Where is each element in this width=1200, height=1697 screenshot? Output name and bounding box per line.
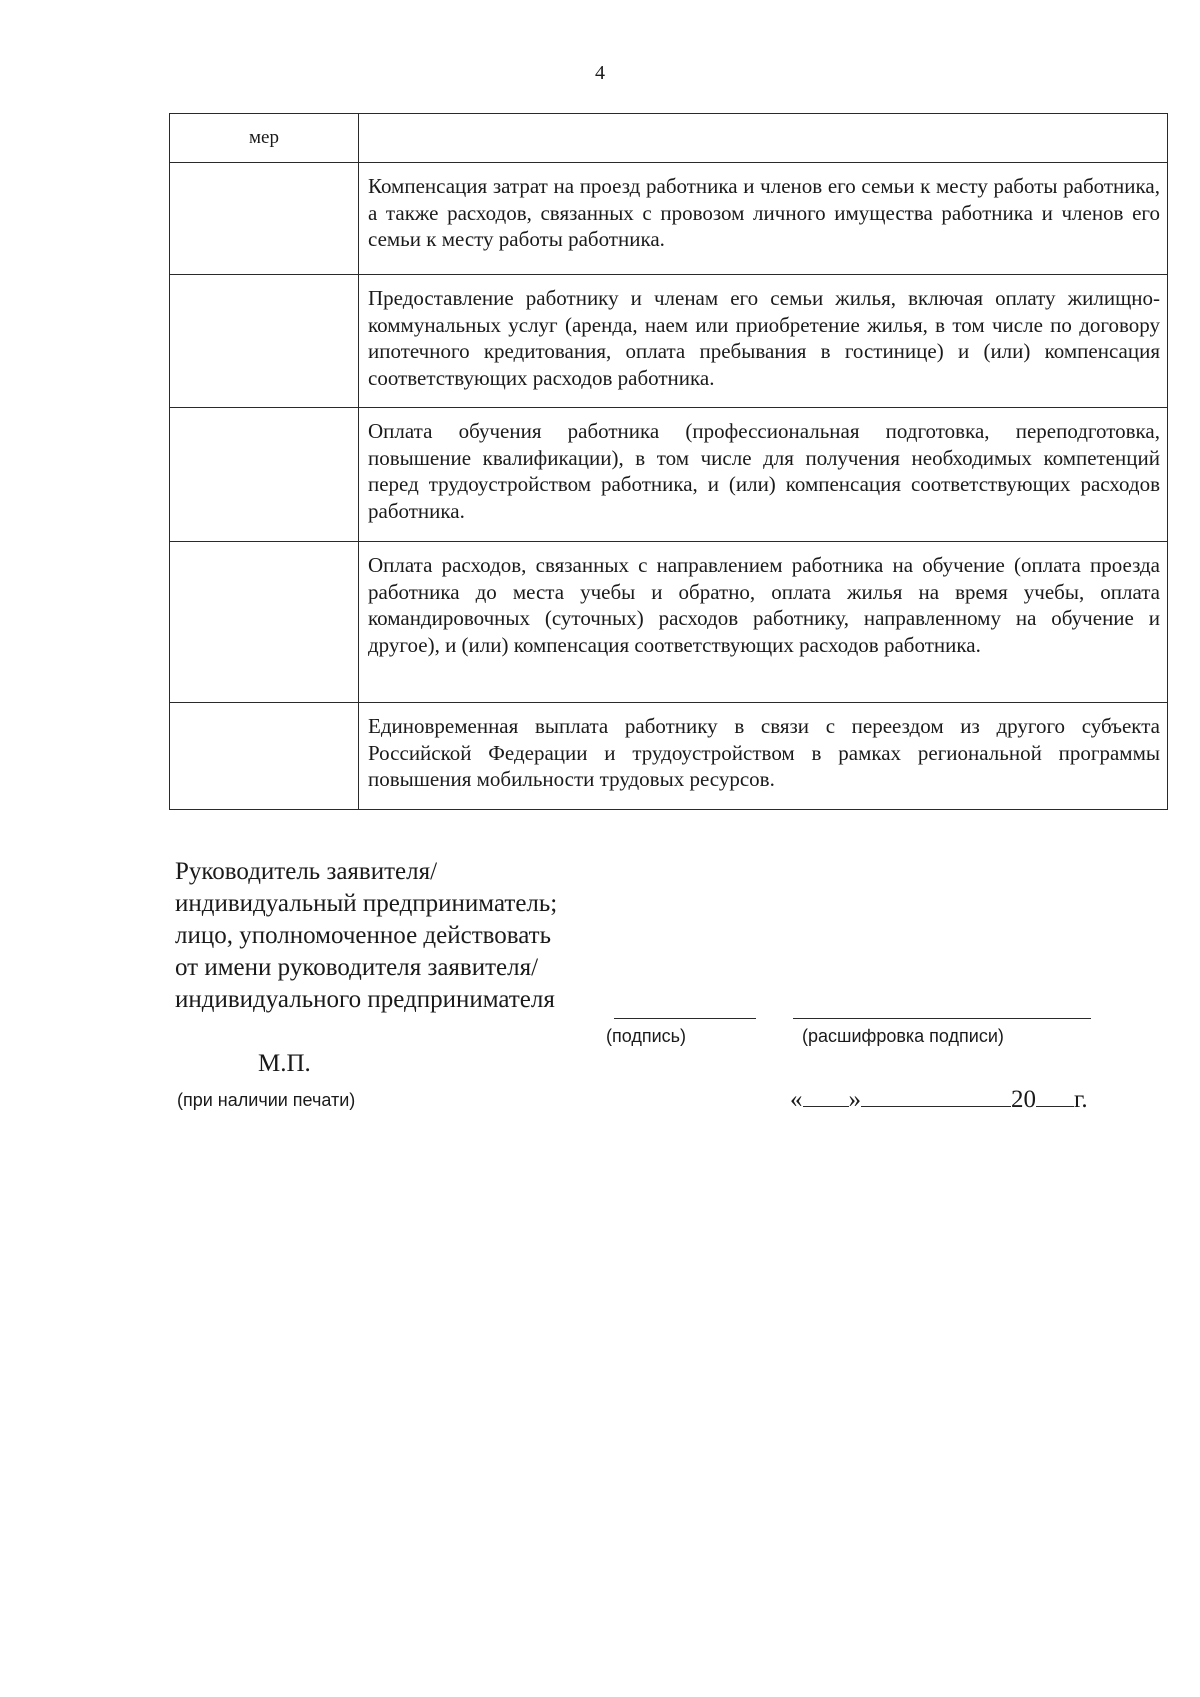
table-row [170, 163, 1168, 275]
signatory-line: лицо, уполномоченное действовать [175, 922, 552, 949]
measure-text: Компенсация затрат на проезд работника и членов его семьи к месту работы работника, а также расходов, связанных с провозом личного имущества работника и членов его семьи к месту работы работника. [368, 174, 1160, 251]
measure-text: Единовременная выплата работнику в связи с переездом из другого субъекта Российской Федерации и трудоустройством в рамках региональной программы повышения мобильности трудовых ресурсов. [368, 714, 1160, 791]
table-header-row [170, 114, 1168, 163]
signatory-line: от имени руководителя заявителя/ [175, 954, 539, 981]
signatory-line: Руководитель заявителя/ [175, 858, 438, 885]
date-month-field[interactable] [861, 1082, 1011, 1107]
table-row [170, 408, 1168, 542]
measure-text: Предоставление работнику и членам его семьи жилья, включая оплату жилищно-коммунальных услуг (аренда, наем или приобретение жилья, в том числе по договору ипотечного кредитования, оплата пребывания в гостинице) и (или) компенсация соответствующих расходов работника. [368, 286, 1160, 390]
measure-text: Оплата обучения работника (профессиональная подготовка, переподготовка, повышение квалификации), в том числе для получения необходимых компетенций перед трудоустройством работника, и (или) компенсация соответствующих расходов работника. [368, 419, 1160, 523]
signature-caption: (подпись) [606, 1026, 687, 1046]
stamp-label: М.П. [258, 1050, 311, 1077]
signatory-line: индивидуального предпринимателя [175, 986, 555, 1013]
table-cell-marker [170, 703, 359, 810]
table-cell-description [359, 703, 1168, 810]
date-day-field[interactable] [803, 1082, 849, 1107]
table-cell-marker [170, 163, 359, 275]
table-cell-marker [170, 408, 359, 542]
signature-decoding-field[interactable] [793, 1018, 1091, 1019]
signatory-block [175, 856, 557, 1016]
table-cell-marker [170, 542, 359, 703]
page-number: 4 [595, 62, 605, 84]
signatory-line: индивидуальный предприниматель; [175, 890, 558, 917]
date-year-prefix: 20 [1011, 1086, 1036, 1113]
signature-decoding-caption: (расшифровка подписи) [802, 1026, 1004, 1046]
table-header-cell-description [359, 114, 1168, 163]
table-row [170, 542, 1168, 703]
table-row [170, 703, 1168, 810]
date-open-quote: « [790, 1086, 803, 1113]
table-cell-description [359, 275, 1168, 408]
table-header-cell-measures: мер [170, 114, 359, 163]
stamp-note: (при наличии печати) [177, 1090, 356, 1110]
measures-table [169, 113, 1168, 810]
signature-field[interactable] [614, 1018, 756, 1019]
date-line [790, 1082, 1088, 1114]
table-cell-description [359, 542, 1168, 703]
table-row [170, 275, 1168, 408]
date-close-quote: » [848, 1086, 861, 1113]
table-cell-description [359, 163, 1168, 275]
table-cell-description [359, 408, 1168, 542]
date-year-field[interactable] [1036, 1082, 1074, 1107]
table-cell-marker [170, 275, 359, 408]
measure-text: Оплата расходов, связанных с направлением работника на обучение (оплата проезда работника до места учебы и обратно, оплата жилья на время учебы, оплата командировочных (суточных) расходов работнику, направленному на обучение и другое), и (или) компенсация соответствующих расходов работника. [368, 553, 1160, 657]
date-year-suffix: г. [1074, 1086, 1088, 1113]
